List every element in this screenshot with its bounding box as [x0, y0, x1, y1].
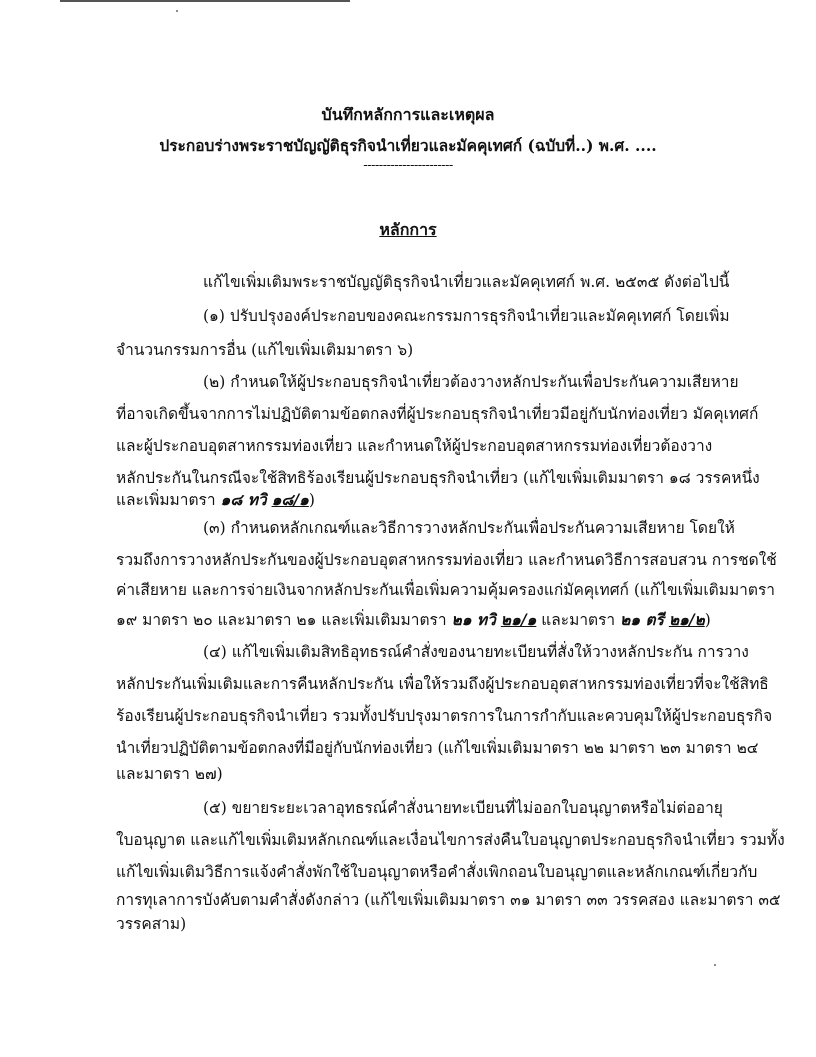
section-ref: ๒๑ ทวิ — [451, 610, 496, 629]
text-segment: และมาตรา — [536, 611, 621, 629]
title-divider: ----------------------- — [363, 158, 453, 173]
text-segment: และเพิ่มมาตรา — [116, 491, 221, 509]
item-3-line-1: (๓) กำหนดหลักเกณฑ์และวิธีการวางหลักประกันเพื่อประกันความเสียหาย โดยให้ — [203, 519, 735, 537]
section-ref: ๑๘/๑ — [271, 490, 309, 509]
section-ref: ๑๘ ทวิ — [220, 490, 267, 509]
item-1-line-1: (๑) ปรับปรุงองค์ประกอบของคณะกรรมการธุรกิจนำเที่ยวและมัคคุเทศก์ โดยเพิ่ม — [203, 307, 730, 325]
item-4-line-4: นำเที่ยวปฏิบัติตามข้อตกลงที่มีอยู่กับนักท่องเที่ยว (แก้ไขเพิ่มเติมมาตรา ๒๒ มาตรา ๒๓ มาตรา ๒๔ — [116, 739, 759, 757]
item-5-line-2: ใบอนุญาต และแก้ไขเพิ่มเติมหลักเกณฑ์และเงื่อนไขการส่งคืนใบอนุญาตประกอบธุรกิจนำเที่ยว รวมทั้ง — [116, 831, 785, 849]
document-subtitle: ประกอบร่างพระราชบัญญัติธุรกิจนำเที่ยวและมัคคุเทศก์ (ฉบับที่..) พ.ศ. .... — [159, 136, 657, 155]
text-segment: ) — [308, 491, 315, 509]
item-2-line-2: ที่อาจเกิดขึ้นจากการไม่ปฏิบัติตามข้อตกลงที่ผู้ประกอบธุรกิจนำเที่ยวมีอยู่กับนักท่องเที่ยว มัคคุเทศก์ — [116, 405, 759, 423]
item-2-line-5 — [116, 490, 315, 510]
section-ref: ๒๑ ตรี — [620, 610, 664, 629]
item-4-line-2: หลักประกันเพิ่มเติมและการคืนหลักประกัน เพื่อให้รวมถึงผู้ประกอบอุตสาหกรรมท่องเที่ยวที่จะใช้สิทธิ — [116, 675, 769, 693]
item-3-line-3: ค่าเสียหาย และการจ่ายเงินจากหลักประกันเพื่อเพิ่มความคุ้มครองแก่มัคคุเทศก์ (แก้ไขเพิ่มเติมมาตรา — [116, 581, 775, 599]
scan-edge-line — [60, 0, 350, 2]
item-3-line-2: รวมถึงการวางหลักประกันของผู้ประกอบอุตสาหกรรมท่องเที่ยว และกำหนดวิธีการสอบสวน การชดใช้ — [116, 551, 777, 569]
section-ref: ๒๑/๒ — [668, 610, 705, 629]
item-5-line-4: การทุเลาการบังคับตามคำสั่งดังกล่าว (แก้ไขเพิ่มเติมมาตรา ๓๑ มาตรา ๓๓ วรรคสอง และมาตรา ๓๕ — [116, 891, 781, 909]
item-4-line-5: และมาตรา ๒๗) — [116, 765, 223, 783]
item-3-line-4 — [116, 610, 711, 630]
item-5-line-1: (๕) ขยายระยะเวลาอุทธรณ์คำสั่งนายทะเบียนที่ไม่ออกใบอนุญาตหรือไม่ต่ออายุ — [203, 799, 723, 817]
text-segment: ๑๙ มาตรา ๒๐ และมาตรา ๒๑ และเพิ่มเติมมาตรา — [116, 611, 452, 629]
document-title: บันทึกหลักการและเหตุผล — [321, 105, 495, 124]
item-1-line-2: จำนวนกรรมการอื่น (แก้ไขเพิ่มเติมมาตรา ๖) — [116, 341, 414, 359]
scan-speck — [176, 10, 178, 12]
item-2-line-4: หลักประกันในกรณีจะใช้สิทธิร้องเรียนผู้ประกอบธุรกิจนำเที่ยว (แก้ไขเพิ่มเติมมาตรา ๑๘ วรรคหนึ่ง — [116, 469, 760, 487]
item-4-line-3: ร้องเรียนผู้ประกอบธุรกิจนำเที่ยว รวมทั้งปรับปรุงมาตรการในการกำกับและควบคุมให้ผู้ประกอบธุรกิจ — [116, 707, 773, 725]
intro-paragraph: แก้ไขเพิ่มเติมพระราชบัญญัติธุรกิจนำเที่ยวและมัคคุเทศก์ พ.ศ. ๒๕๓๕ ดังต่อไปนี้ — [203, 273, 730, 291]
item-2-line-3: และผู้ประกอบอุตสาหกรรมท่องเที่ยว และกำหนดให้ผู้ประกอบอุตสาหกรรมท่องเที่ยวต้องวาง — [116, 437, 713, 455]
text-segment: ) — [704, 611, 711, 629]
item-4-line-1: (๔) แก้ไขเพิ่มเติมสิทธิอุทธรณ์คำสั่งของนายทะเบียนที่สั่งให้วางหลักประกัน การวาง — [203, 643, 749, 661]
item-5-line-5: วรรคสาม) — [116, 915, 187, 933]
section-ref: ๒๑/๑ — [500, 610, 537, 629]
item-5-line-3: แก้ไขเพิ่มเติมวิธีการแจ้งคำสั่งพักใช้ใบอนุญาตหรือคำสั่งเพิกถอนใบอนุญาตและหลักเกณฑ์เกี่ยวกับ — [116, 863, 758, 881]
item-2-line-1: (๒) กำหนดให้ผู้ประกอบธุรกิจนำเที่ยวต้องวางหลักประกันเพื่อประกันความเสียหาย — [203, 373, 739, 391]
section-heading: หลักการ — [379, 220, 437, 239]
scan-speck — [714, 964, 716, 966]
